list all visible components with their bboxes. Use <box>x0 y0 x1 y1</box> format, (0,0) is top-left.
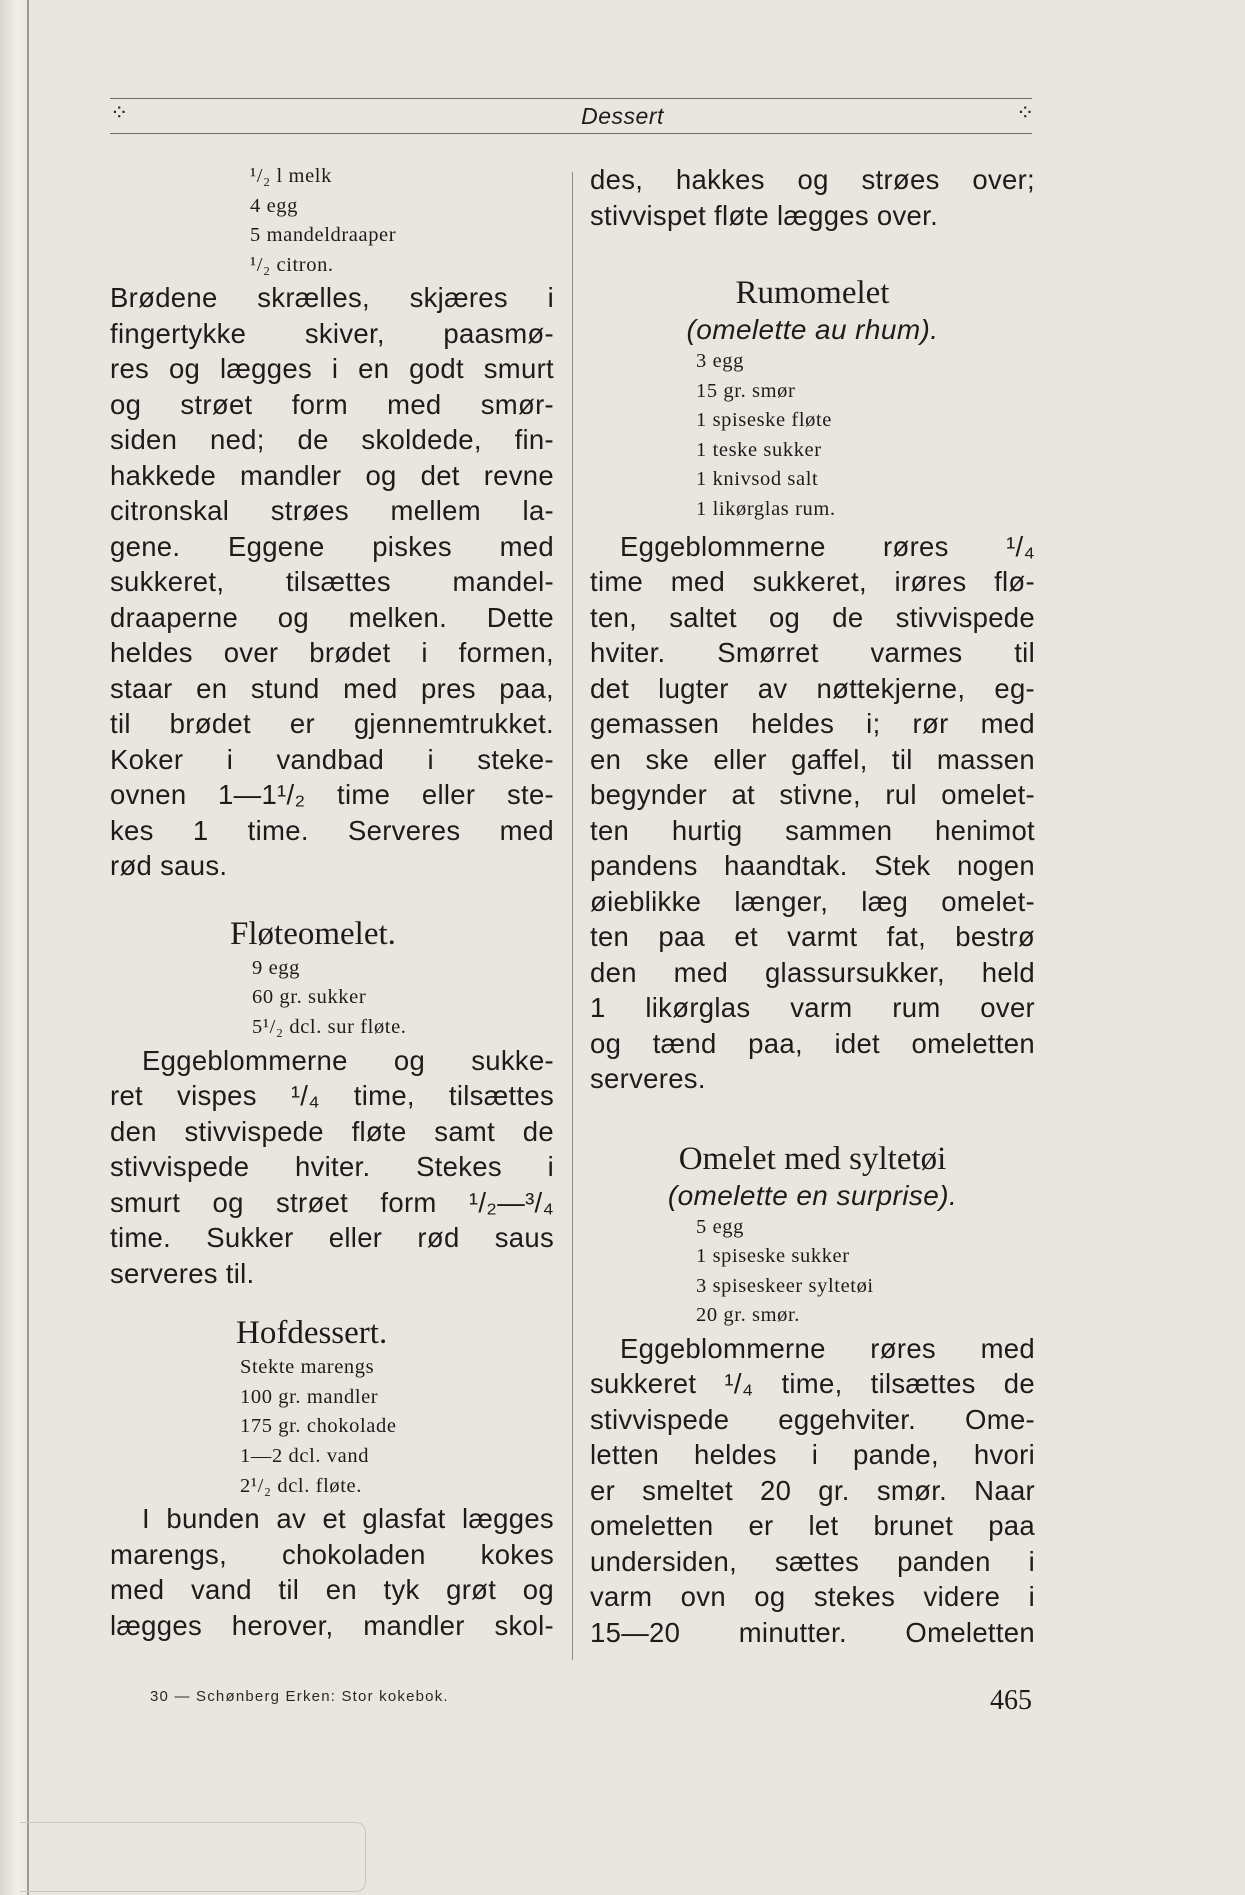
recipe-subtitle: (omelette en surprise). <box>667 1179 958 1211</box>
text-line: Eggeblommerne røres med <box>620 1332 1035 1364</box>
text-line: Eggeblommerne og sukke- <box>142 1044 554 1076</box>
text-line: I bunden av et glasfat lægges <box>142 1503 554 1535</box>
text-line: det lugter av nøttekjerne, eg- <box>590 672 1035 704</box>
text-line: og tænd paa, idet omeletten <box>590 1027 1035 1059</box>
text-line: 15—20 minutter. Omeletten <box>590 1616 1035 1648</box>
text-line: ret vispes ¹/₄ time, tilsættes <box>110 1080 554 1112</box>
text-line: citronskal strøes mellem la- <box>110 495 554 527</box>
text-line: Brødene skrælles, skjæres i <box>110 282 554 314</box>
text-line: med vand til en tyk grøt og <box>110 1574 554 1606</box>
ingredient: 5¹/₂ dcl. sur fløte. <box>252 1016 407 1039</box>
ingredient: 1 likørglas rum. <box>696 497 836 520</box>
ingredient: ¹/₂ l melk <box>250 165 332 187</box>
text-line: omeletten er let brunet paa <box>590 1510 1035 1542</box>
text-line: gemassen heldes i; rør med <box>590 708 1035 740</box>
left-column <box>110 162 554 1643</box>
text-line: ten, saltet og de stivvispede <box>590 601 1035 633</box>
page-corner-tab <box>20 1822 366 1892</box>
ingredient: 1 knivsod salt <box>696 468 819 491</box>
text-line: begynder at stivne, rul omelet- <box>590 779 1035 811</box>
ingredient: 5 mandeldraaper <box>250 224 397 247</box>
text-line: hakkede mandler og det revne <box>110 459 554 491</box>
text-line: til brødet er gjennemtrukket. <box>110 708 554 740</box>
header-bottom-rule <box>110 133 1032 134</box>
ingredient: 5 egg <box>696 1215 744 1238</box>
text-line: Koker i vandbad i steke- <box>110 743 554 775</box>
text-line: serveres til. <box>110 1257 255 1289</box>
binding-edge <box>27 0 29 1895</box>
recipe-paragraph <box>110 280 554 884</box>
header-top-rule <box>110 98 1032 99</box>
recipe-title: Rumomelet <box>735 275 890 311</box>
ingredient: 175 gr. chokolade <box>240 1415 397 1438</box>
ingredient-list <box>590 1213 1035 1331</box>
ingredient: 9 egg <box>252 956 300 979</box>
recipe-subtitle: (omelette au rhum). <box>686 314 939 345</box>
text-line: staar en stund med pres paa, <box>110 672 554 704</box>
ingredient-list <box>590 347 1035 525</box>
text-line: er smeltet 20 gr. smør. Naar <box>590 1474 1035 1506</box>
ingredient: 1—2 dcl. vand <box>240 1444 370 1467</box>
text-line: res og lægges i en godt smurt <box>110 353 554 385</box>
ingredient-list <box>110 162 554 280</box>
text-line: smurt og strøet form ¹/₂—³/₄ <box>110 1186 554 1218</box>
signature-note: 30 — Schønberg Erken: Stor kokebok. <box>150 1688 449 1705</box>
recipe-paragraph <box>110 1501 554 1643</box>
ingredient: 1 spiseske fløte <box>696 409 832 432</box>
text-line: marengs, chokoladen kokes <box>110 1538 554 1570</box>
text-line: en ske eller gaffel, til massen <box>590 743 1035 775</box>
text-line: rød saus. <box>110 850 228 882</box>
ornament-right-icon: ⁘ <box>1016 100 1035 125</box>
text-line: sukkeret, tilsættes mandel- <box>110 566 554 598</box>
text-line: stivvispede hviter. Stekes i <box>110 1151 554 1183</box>
ornament-left-icon: ⁘ <box>110 100 129 125</box>
text-line: fingertykke skiver, paasmø- <box>110 317 554 349</box>
text-line: letten heldes i pande, hvori <box>590 1439 1035 1471</box>
text-line: time med sukkeret, irøres flø- <box>590 566 1035 598</box>
text-line: ten hurtig sammen henimot <box>590 814 1035 846</box>
ingredient: 2¹/₂ dcl. fløte. <box>240 1474 362 1497</box>
right-column <box>590 162 1035 1650</box>
ingredient-list <box>110 1353 554 1501</box>
recipe-title: Fløteomelet. <box>230 915 396 952</box>
ingredient: 3 egg <box>696 350 744 372</box>
text-line: gene. Eggene piskes med <box>110 530 554 562</box>
text-line: kes 1 time. Serveres med <box>110 814 554 846</box>
ingredient: ¹/₂ citron. <box>250 253 334 276</box>
page-number: 465 <box>990 1685 1032 1716</box>
recipe-paragraph <box>110 1043 554 1292</box>
text-line: øieblikke længer, læg omelet- <box>590 885 1035 917</box>
running-head: Dessert <box>581 103 664 129</box>
text-line: Eggeblommerne røres ¹/₄ <box>620 530 1035 562</box>
text-line: pandens haandtak. Stek nogen <box>590 850 1035 882</box>
recipe-paragraph <box>590 529 1035 1097</box>
ingredient: 20 gr. smør. <box>696 1304 801 1327</box>
text-line: stivvispet fløte lægges over. <box>590 199 939 231</box>
ingredient: 3 spiseskeer syltetøi <box>696 1274 874 1297</box>
ingredient: 60 gr. sukker <box>252 986 367 1009</box>
ingredient: 4 egg <box>250 194 298 217</box>
text-line: hviter. Smørret varmes til <box>590 637 1035 669</box>
column-divider <box>572 172 573 1660</box>
text-line: ten paa et varmt fat, bestrø <box>590 921 1035 953</box>
ingredient: 1 teske sukker <box>696 438 822 461</box>
recipe-title: Omelet med syltetøi <box>678 1140 947 1177</box>
text-line: draaperne og melken. Dette <box>110 601 554 633</box>
text-line: lægges herover, mandler skol- <box>110 1609 554 1641</box>
ingredient: 15 gr. smør <box>696 379 796 402</box>
text-line: 1 likørglas varm rum over <box>590 992 1035 1024</box>
recipe-paragraph <box>590 162 1035 233</box>
text-line: serveres. <box>590 1063 706 1095</box>
text-line: des, hakkes og strøes over; <box>590 164 1035 195</box>
text-line: heldes over brødet i formen, <box>110 637 554 669</box>
text-line: den stivvispede fløte samt de <box>110 1115 554 1147</box>
ingredient: Stekte marengs <box>240 1356 375 1379</box>
ingredient: 100 gr. mandler <box>240 1385 379 1408</box>
ingredient-list <box>110 954 554 1043</box>
recipe-title: Hofdessert. <box>236 1315 388 1352</box>
text-line: og strøet form med smør- <box>110 388 554 420</box>
text-line: den med glassursukker, held <box>590 956 1035 988</box>
ingredient: 1 spiseske sukker <box>696 1245 850 1268</box>
recipe-paragraph <box>590 1331 1035 1651</box>
text-line: ovnen 1—1¹/₂ time eller ste- <box>110 779 554 811</box>
text-line: sukkeret ¹/₄ time, tilsættes de <box>590 1368 1035 1400</box>
text-line: varm ovn og stekes videre i <box>590 1581 1035 1613</box>
text-line: siden ned; de skoldede, fin- <box>110 424 554 456</box>
text-line: undersiden, sættes panden i <box>590 1545 1035 1577</box>
book-gutter <box>0 0 30 1895</box>
text-line: stivvispede eggehviter. Ome- <box>590 1403 1035 1435</box>
text-line: time. Sukker eller rød saus <box>110 1222 554 1254</box>
